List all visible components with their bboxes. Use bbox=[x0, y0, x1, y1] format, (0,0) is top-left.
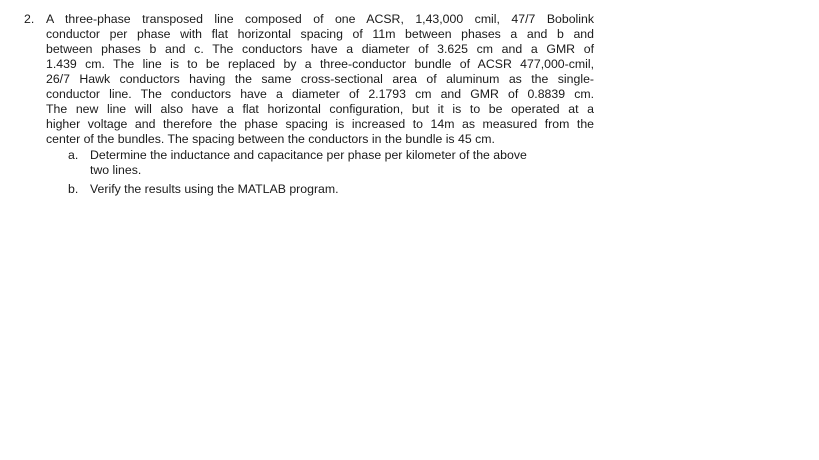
question-line: between phases b and c. The conductors have a diameter of 3.625 cm and a GMR of bbox=[46, 42, 594, 56]
question-line: A three-phase transposed line composed of one ACSR, 1,43,000 cmil, 47/7 Bobolink bbox=[46, 12, 594, 26]
subpart-a bbox=[68, 148, 572, 178]
subpart-line: Verify the results using the MATLAB program. bbox=[90, 182, 339, 196]
question-line: higher voltage and therefore the phase spacing is increased to 14m as measured from the bbox=[46, 117, 594, 131]
subpart-text bbox=[90, 148, 572, 178]
question-line: 26/7 Hawk conductors having the same cross-sectional area of aluminum as the single- bbox=[46, 72, 594, 86]
question-line: The new line will also have a flat horizontal configuration, but it is to be operated at a bbox=[46, 102, 594, 116]
subpart-b bbox=[68, 182, 572, 197]
subpart-line: two lines. bbox=[90, 163, 142, 177]
question-text bbox=[46, 12, 594, 147]
subpart-text bbox=[90, 182, 572, 197]
question-number: 2. bbox=[24, 12, 35, 26]
question-line: conductor per phase with flat horizontal spacing of 11m between phases a and b and bbox=[46, 27, 594, 41]
question-line: conductor line. The conductors have a diameter of 2.1793 cm and GMR of 0.8839 cm. bbox=[46, 87, 594, 101]
subpart-list bbox=[68, 148, 572, 197]
question-2 bbox=[24, 12, 594, 147]
subpart-line: Determine the inductance and capacitance per phase per kilometer of the above bbox=[90, 148, 527, 162]
document-page bbox=[24, 12, 594, 201]
question-line: center of the bundles. The spacing between the conductors in the bundle is 45 cm. bbox=[46, 132, 495, 146]
question-line: 1.439 cm. The line is to be replaced by a three-conductor bundle of ACSR 477,000-cmil, bbox=[46, 57, 594, 71]
subpart-letter: b. bbox=[68, 182, 79, 196]
subpart-letter: a. bbox=[68, 148, 79, 162]
